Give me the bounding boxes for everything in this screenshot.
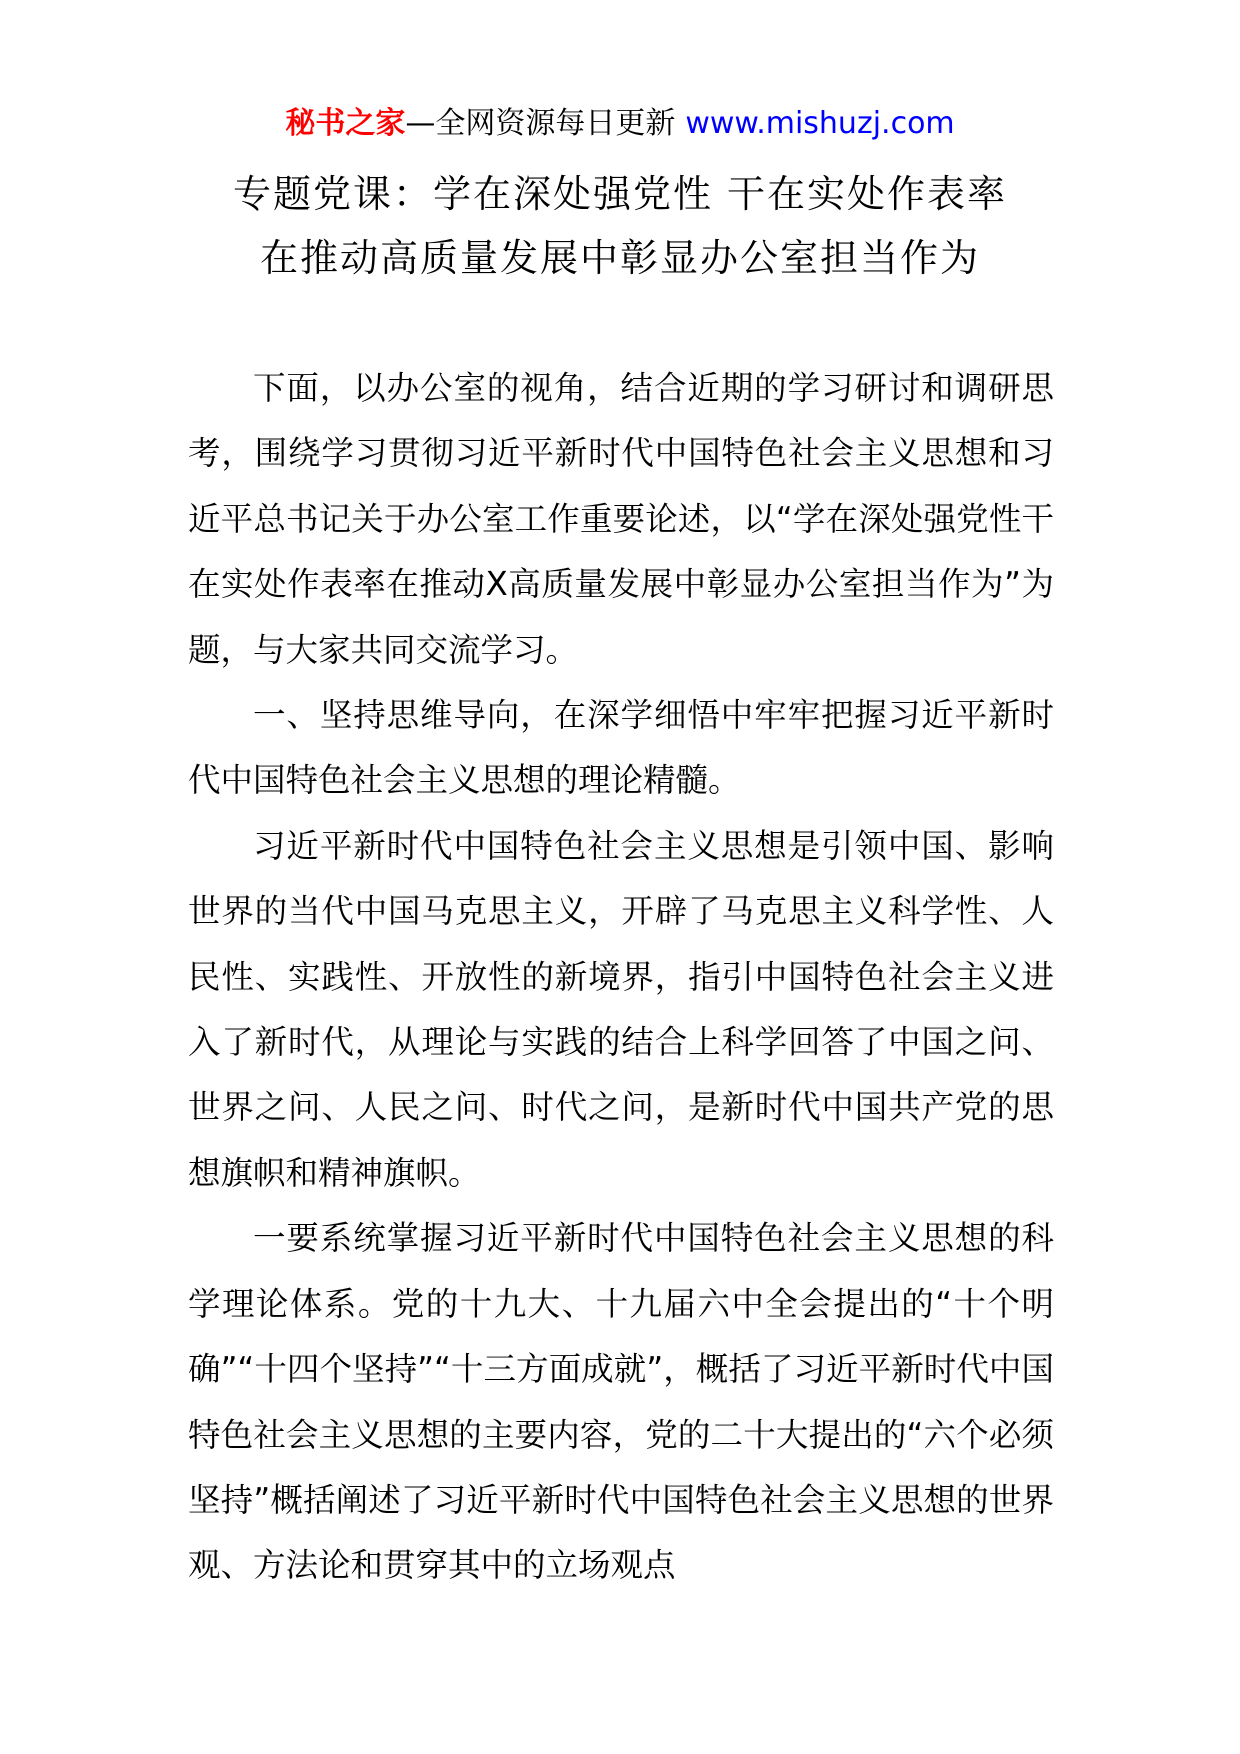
site-url-link[interactable]: www.mishuzj.com xyxy=(685,106,955,141)
title-line-1: 专题党课：学在深处强党性 干在实处作表率 xyxy=(232,172,1008,216)
section-heading-1: 一、坚持思维导向，在深学细悟中牢牢把握习近平新时代中国特色社会主义思想的理论精髓。 xyxy=(188,696,1054,800)
paragraph-system: 一要系统掌握习近平新时代中国特色社会主义思想的科学理论体系。党的十九大、十九届六中全会提出的“十个明确”“十四个坚持”“十三方面成就”，概括了习近平新时代中国特色社会主义思想的主要内容，党的二十大提出的“六个必须坚持”概括阐述了习近平新时代中国特色社会主义思想的世界观、方法论和贯穿其中的立场观点 xyxy=(188,1219,1054,1585)
title-line-2: 在推动高质量发展中彰显办公室担当作为 xyxy=(259,236,980,280)
document-body xyxy=(188,356,1054,1599)
brand-name: 秘书之家 xyxy=(285,106,406,141)
paragraph-thought: 习近平新时代中国特色社会主义思想是引领中国、影响世界的当代中国马克思主义，开辟了马克思主义科学性、人民性、实践性、开放性的新境界，指引中国特色社会主义进入了新时代，从理论与实践的结合上科学回答了中国之问、世界之问、人民之问、时代之问，是新时代中国共产党的思想旗帜和精神旗帜。 xyxy=(188,826,1054,1192)
document-title xyxy=(0,162,1240,290)
header-slogan: 全网资源每日更新 xyxy=(435,106,676,141)
site-header xyxy=(0,100,1240,148)
header-dash: — xyxy=(405,106,436,141)
paragraph-intro: 下面，以办公室的视角，结合近期的学习研讨和调研思考，围绕学习贯彻习近平新时代中国特色社会主义思想和习近平总书记关于办公室工作重要论述，以“学在深处强党性干在实处作表率在推动X高质量发展中彰显办公室担当作为”为题，与大家共同交流学习。 xyxy=(188,369,1054,669)
